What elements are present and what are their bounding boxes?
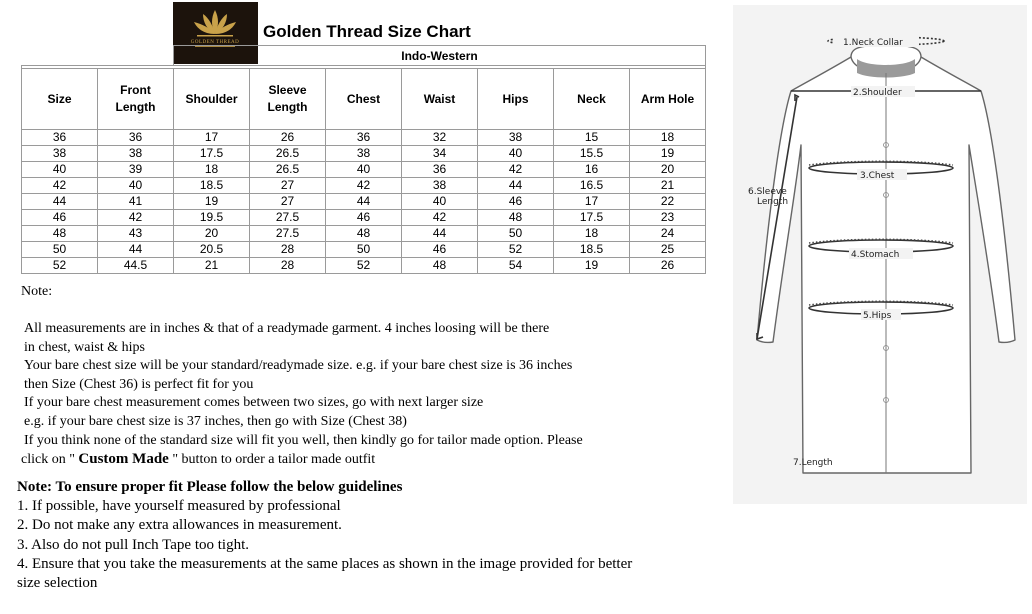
table-cell: 19 [630, 146, 706, 162]
table-cell: 42 [402, 210, 478, 226]
table-cell: 19.5 [174, 210, 250, 226]
note-line: in chest, waist & hips [24, 339, 145, 355]
table-row [22, 258, 706, 274]
table-cell: 20 [630, 162, 706, 178]
chart-title: Golden Thread Size Chart [263, 22, 471, 41]
table-cell: 54 [478, 258, 554, 274]
table-cell: 18 [174, 162, 250, 178]
table-cell: 19 [174, 194, 250, 210]
table-cell: 38 [402, 178, 478, 194]
column-header [326, 69, 402, 130]
column-header-line: Shoulder [185, 91, 238, 106]
guideline-item: size selection [17, 575, 98, 592]
guideline-item: 3. Also do not pull Inch Tape too tight. [17, 536, 249, 553]
table-cell: 40 [22, 162, 98, 178]
table-cell: 44 [326, 194, 402, 210]
table-cell: 48 [326, 226, 402, 242]
custom-made-suffix: " button to order a tailor made outfit [168, 452, 376, 468]
table-cell: 46 [326, 210, 402, 226]
column-header [478, 69, 554, 130]
table-cell: 48 [402, 258, 478, 274]
table-subtitle: Indo-Western [174, 46, 706, 66]
column-header [174, 69, 250, 130]
table-cell: 28 [250, 242, 326, 258]
table-cell: 19 [554, 258, 630, 274]
note-line: If you think none of the standard size will fit you well, then kindly go for tailor made option. Please [24, 432, 583, 448]
table-cell: 42 [98, 210, 174, 226]
note-line: If your bare chest measurement comes between two sizes, go with next larger size [24, 395, 484, 411]
column-header-line: Sleeve [268, 83, 307, 97]
column-header [554, 69, 630, 130]
table-cell: 16.5 [554, 178, 630, 194]
column-header [402, 69, 478, 130]
label-hips: 5.Hips [863, 311, 892, 321]
table-cell: 46 [478, 194, 554, 210]
table-cell: 24 [630, 226, 706, 242]
table-cell: 38 [478, 130, 554, 146]
table-cell: 50 [326, 242, 402, 258]
table-cell: 38 [326, 146, 402, 162]
table-header-row [22, 69, 706, 130]
table-row [22, 130, 706, 146]
label-sleeve-length-1: 6.Sleeve [748, 187, 787, 197]
label-chest: 3.Chest [860, 171, 895, 181]
table-cell: 43 [98, 226, 174, 242]
table-cell: 40 [402, 194, 478, 210]
column-header-line: Front [120, 83, 151, 97]
table-cell: 25 [630, 242, 706, 258]
table-cell: 36 [326, 130, 402, 146]
table-cell: 27 [250, 178, 326, 194]
custom-made-label: Custom Made [78, 451, 169, 468]
column-header-line: Length [267, 100, 308, 114]
table-cell: 27.5 [250, 210, 326, 226]
table-cell: 18.5 [554, 242, 630, 258]
table-cell: 52 [478, 242, 554, 258]
table-cell: 44 [402, 226, 478, 242]
table-cell: 18.5 [174, 178, 250, 194]
table-cell: 42 [478, 162, 554, 178]
table-cell: 28 [250, 258, 326, 274]
table-cell: 34 [402, 146, 478, 162]
table-cell: 42 [326, 178, 402, 194]
table-cell: 23 [630, 210, 706, 226]
table-row [22, 210, 706, 226]
column-header-line: Neck [577, 91, 606, 106]
table-row [22, 146, 706, 162]
column-header-line: Waist [423, 91, 456, 106]
table-cell: 52 [22, 258, 98, 274]
table-cell: 36 [98, 130, 174, 146]
table-cell: 21 [174, 258, 250, 274]
column-header [98, 69, 174, 130]
table-cell: 48 [22, 226, 98, 242]
table-cell: 38 [22, 146, 98, 162]
table-cell: 17 [554, 194, 630, 210]
column-header [22, 69, 98, 130]
note-paragraph [21, 320, 724, 470]
table-cell: 44 [478, 178, 554, 194]
table-cell: 50 [22, 242, 98, 258]
note-line: Your bare chest size will be your standard/readymade size. e.g. if your bare chest size is 36 inches [24, 358, 573, 374]
guideline-item: 4. Ensure that you take the measurements at the same places as shown in the image provided for better [17, 555, 633, 572]
guidelines [17, 478, 729, 593]
custom-made-line [21, 450, 724, 470]
table-cell: 26 [250, 130, 326, 146]
custom-made-prefix: click on " [21, 452, 79, 468]
label-sleeve-length-2: Length [757, 197, 789, 207]
column-header-line: Chest [346, 91, 381, 106]
table-cell: 22 [630, 194, 706, 210]
column-header-line: Hips [502, 91, 529, 106]
label-stomach: 4.Stomach [851, 250, 900, 260]
table-cell: 15 [554, 130, 630, 146]
table-cell: 42 [22, 178, 98, 194]
guidelines-heading: Note: To ensure proper fit Please follow the below guidelines [17, 479, 403, 495]
table-cell: 20.5 [174, 242, 250, 258]
table-cell: 17.5 [174, 146, 250, 162]
table-cell: 48 [478, 210, 554, 226]
measurement-diagram [733, 5, 1027, 504]
table-cell: 44 [98, 242, 174, 258]
column-header [250, 69, 326, 130]
table-row [22, 242, 706, 258]
table-row [22, 162, 706, 178]
table-row [22, 194, 706, 210]
column-header-line: Length [115, 100, 156, 114]
table-cell: 17 [174, 130, 250, 146]
column-header-line: Arm Hole [640, 91, 695, 106]
table-cell: 40 [326, 162, 402, 178]
table-cell: 44.5 [98, 258, 174, 274]
note-label: Note: [21, 284, 53, 299]
table-cell: 32 [402, 130, 478, 146]
table-cell: 27 [250, 194, 326, 210]
table-cell: 26.5 [250, 146, 326, 162]
table-cell: 18 [630, 130, 706, 146]
table-cell: 15.5 [554, 146, 630, 162]
note-line: then Size (Chest 36) is perfect fit for you [24, 376, 254, 392]
label-neck-collar: 1.Neck Collar [843, 38, 903, 48]
table-cell: 20 [174, 226, 250, 242]
table-cell: 16 [554, 162, 630, 178]
table-row [22, 226, 706, 242]
table-cell: 36 [22, 130, 98, 146]
table-cell: 36 [402, 162, 478, 178]
table-row [22, 178, 706, 194]
table-cell: 27.5 [250, 226, 326, 242]
column-header-line: Size [47, 91, 72, 106]
note-line: All measurements are in inches & that of a readymade garment. 4 inches loosing will be there [24, 321, 550, 336]
label-shoulder: 2.Shoulder [853, 88, 902, 98]
table-cell: 18 [554, 226, 630, 242]
logo-text: GOLDEN THREAD [190, 40, 240, 45]
note-line: e.g. if your bare chest size is 37 inches, then go with Size (Chest 38) [24, 413, 407, 429]
table-cell: 39 [98, 162, 174, 178]
table-cell: 50 [478, 226, 554, 242]
table-cell: 46 [22, 210, 98, 226]
table-cell: 44 [22, 194, 98, 210]
table-cell: 17.5 [554, 210, 630, 226]
column-header [630, 69, 706, 130]
table-cell: 46 [402, 242, 478, 258]
guideline-item: 2. Do not make any extra allowances in measurement. [17, 517, 342, 534]
table-cell: 26 [630, 258, 706, 274]
label-length: 7.Length [793, 458, 833, 468]
table-cell: 41 [98, 194, 174, 210]
table-cell: 40 [98, 178, 174, 194]
table-cell: 21 [630, 178, 706, 194]
table-cell: 40 [478, 146, 554, 162]
guideline-item: 1. If possible, have yourself measured by professional [17, 498, 341, 515]
table-cell: 26.5 [250, 162, 326, 178]
table-cell: 52 [326, 258, 402, 274]
table-cell: 38 [98, 146, 174, 162]
size-table [21, 45, 706, 274]
